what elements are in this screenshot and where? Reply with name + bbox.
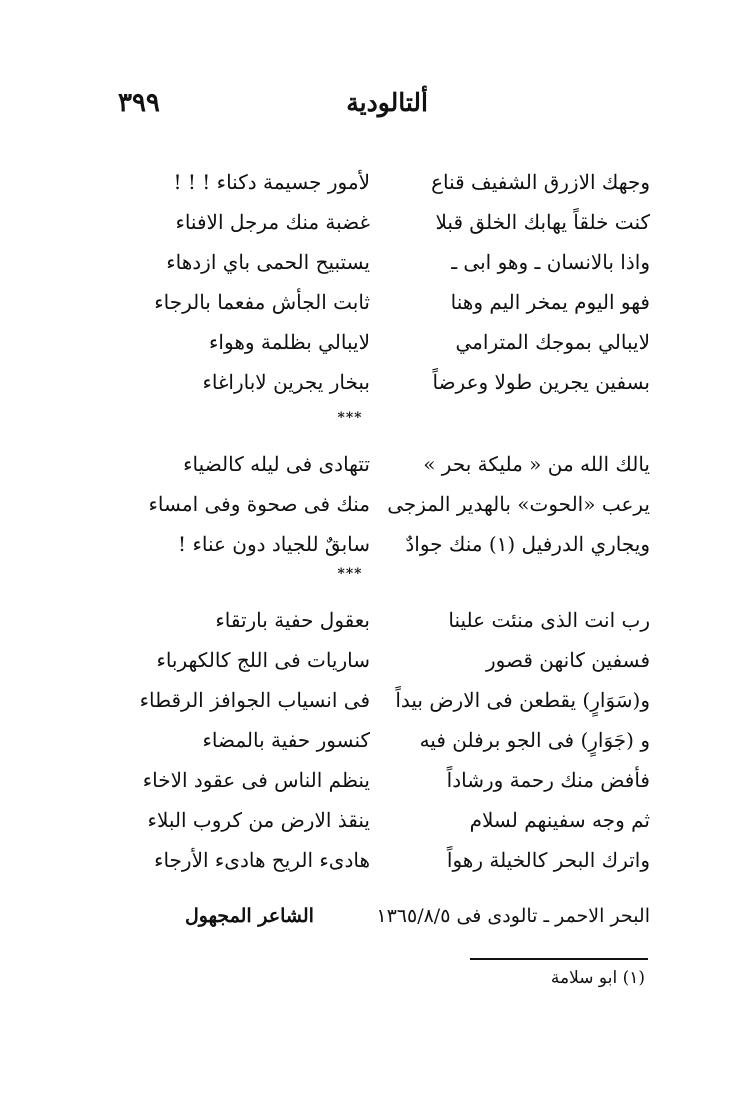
verse-second-hemistich: غضبة منك مرجل الافناء — [175, 210, 370, 234]
verse-first-hemistich: فهو اليوم يمخر اليم وهنا — [450, 290, 650, 314]
verse — [105, 362, 650, 402]
verse — [105, 242, 650, 282]
footnote-rule — [470, 958, 648, 960]
verse-first-hemistich: واذا بالانسان ـ وهو ابى ـ — [451, 250, 650, 274]
stanza-separator: *** — [337, 566, 363, 582]
verse — [105, 640, 650, 680]
verse — [105, 322, 650, 362]
verse — [105, 720, 650, 760]
verse-second-hemistich: تتهادى فى ليله كالضياء — [183, 452, 370, 476]
verse-second-hemistich: ينقذ الارض من كروب البلاء — [147, 808, 370, 832]
verse-first-hemistich: رب انت الذى منئت علينا — [448, 608, 650, 632]
verse — [105, 202, 650, 242]
verse — [105, 484, 650, 524]
verse — [105, 760, 650, 800]
verse-first-hemistich: كنت خلقاً يهابك الخلق قبلا — [435, 210, 650, 234]
verse-first-hemistich: بسفين يجرين طولا وعرضاً — [432, 370, 650, 394]
signature-line — [105, 896, 650, 936]
verse — [105, 162, 650, 202]
verse — [105, 524, 650, 564]
poem-stanza-2 — [105, 444, 650, 564]
verse-first-hemistich: لايبالي بموجك المترامي — [455, 330, 650, 354]
verse-second-hemistich: ببخار يجرين لاباراغاء — [202, 370, 370, 394]
verse-second-hemistich: بعقول حفية بارتقاء — [215, 608, 370, 632]
verse-first-hemistich: و (جَوَارٍ) فى الجو برفلن فيه — [419, 728, 650, 752]
poem-stanza-3 — [105, 600, 650, 880]
verse-first-hemistich: ويجاري الدرفيل (١) منك جوادٌ — [405, 532, 650, 556]
verse-second-hemistich: سابقٌ للجياد دون عناء ! — [178, 532, 370, 556]
verse — [105, 680, 650, 720]
verse-second-hemistich: كنسور حفية بالمضاء — [202, 728, 370, 752]
verse-second-hemistich: يستبيح الحمى باي ازدهاء — [166, 250, 370, 274]
verse-first-hemistich: يرعب «الحوت» بالهدير المزجى — [387, 492, 650, 516]
page-number: ٣٩٩ — [118, 88, 160, 118]
place-date: البحر الاحمر ـ تالودى فى ١٣٦٥/٨/٥ — [376, 905, 650, 927]
footnote: (١) ابو سلامة — [550, 968, 645, 988]
verse-second-hemistich: منك فى صحوة وفى امساء — [148, 492, 370, 516]
verse — [105, 282, 650, 322]
verse-first-hemistich: واترك البحر كالخيلة رهواً — [446, 848, 650, 872]
verse-first-hemistich: وجهك الازرق الشفيف قناع — [431, 170, 650, 194]
verse-second-hemistich: فى انسياب الجوافز الرقطاء — [139, 688, 370, 712]
verse-first-hemistich: فأفض منك رحمة ورشاداً — [446, 768, 650, 792]
verse — [105, 600, 650, 640]
verse-second-hemistich: لأمور جسيمة دكناء ! ! ! — [173, 170, 370, 194]
verse-second-hemistich: لايبالي بظلمة وهواء — [209, 330, 370, 354]
verse-first-hemistich: فسفين كانهن قصور — [485, 648, 650, 672]
verse-first-hemistich: و(سَوَارٍ) يقطعن فى الارض بيداً — [395, 688, 650, 712]
poem-stanza-1 — [105, 162, 650, 402]
verse-second-hemistich: ينظم الناس فى عقود الاخاء — [142, 768, 370, 792]
verse-second-hemistich: ساريات فى اللج كالكهرباء — [156, 648, 370, 672]
verse-first-hemistich: يالك الله من « مليكة بحر » — [423, 452, 650, 476]
verse-first-hemistich: ثم وجه سفينهم لسلام — [469, 808, 650, 832]
stanza-separator: *** — [337, 410, 363, 426]
running-title: ألتالودية — [346, 88, 428, 117]
verse-second-hemistich: هادىء الريح هادىء الأرجاء — [154, 848, 370, 872]
verse — [105, 840, 650, 880]
verse — [105, 444, 650, 484]
page-header — [118, 88, 638, 128]
verse-second-hemistich: ثابت الجأش مفعما بالرجاء — [154, 290, 370, 314]
verse — [105, 800, 650, 840]
author-signature: الشاعر المجهول — [185, 905, 314, 927]
